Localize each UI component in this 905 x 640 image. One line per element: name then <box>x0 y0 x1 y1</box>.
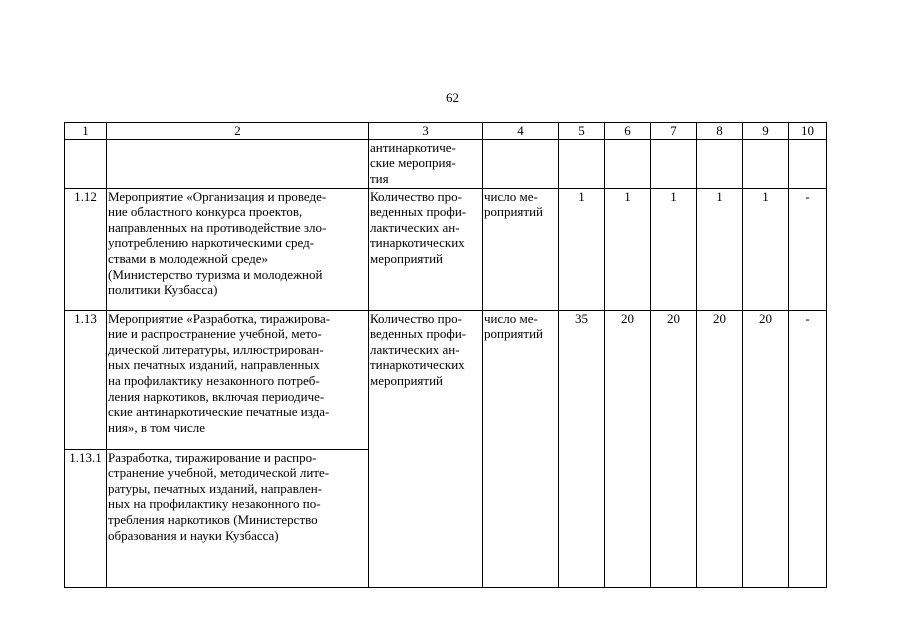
unit: число ме- роприятий <box>483 310 559 587</box>
header-col-9: 9 <box>743 123 789 140</box>
page-number: 62 <box>446 90 459 105</box>
value-col-5: 1 <box>559 188 605 310</box>
value-col-7: 1 <box>651 188 697 310</box>
value-col-9: 1 <box>743 188 789 310</box>
measure-name: Мероприятие «Организация и проведе- ние областного конкурса проектов, направленных на противодействие зло- употреблению наркотическими сред- ствами в молодежной среде» (Министерство туризма и молодежной политики Кузбасса) <box>107 188 369 310</box>
header-col-8: 8 <box>697 123 743 140</box>
measure-name: Разработка, тиражирование и распро- странение учебной, методической лите- ратуры, печатных изданий, направлен- ных на профилактику незаконного по- требления наркотиков (Министерство образования и науки Кузбасса) <box>107 449 369 587</box>
unit: число ме- роприятий <box>483 188 559 310</box>
header-col-6: 6 <box>605 123 651 140</box>
row-number: 1.13.1 <box>65 449 107 587</box>
header-col-7: 7 <box>651 123 697 140</box>
value-col-8: 1 <box>697 188 743 310</box>
value-col-5: 35 <box>559 310 605 587</box>
header-col-2: 2 <box>107 123 369 140</box>
header-col-10: 10 <box>789 123 827 140</box>
header-col-3: 3 <box>369 123 483 140</box>
indicator-name: Количество про- веденных профи- лактических ан- тинаркотических мероприятий <box>369 188 483 310</box>
header-col-5: 5 <box>559 123 605 140</box>
measures-table <box>64 122 827 588</box>
continuation-indicator: антинаркотиче- ские мероприя- тия <box>369 139 483 188</box>
table-row <box>65 139 827 188</box>
value-col-7: 20 <box>651 310 697 587</box>
measure-name: Мероприятие «Разработка, тиражирова- ние и распространение учебной, мето- дической литературы, иллюстрирован- ных печатных изданий, направленных на профилактику незаконного потреб- ления наркотиков, включая периодиче- ские антинаркотические печатные изда- ния», в том числе <box>107 310 369 449</box>
table-row <box>65 310 827 449</box>
value-col-10: - <box>789 310 827 587</box>
value-col-6: 1 <box>605 188 651 310</box>
header-col-1: 1 <box>65 123 107 140</box>
row-number: 1.12 <box>65 188 107 310</box>
header-col-4: 4 <box>483 123 559 140</box>
value-col-9: 20 <box>743 310 789 587</box>
table-row <box>65 188 827 310</box>
value-col-10: - <box>789 188 827 310</box>
indicator-name: Количество про- веденных профи- лактических ан- тинаркотических мероприятий <box>369 310 483 587</box>
value-col-8: 20 <box>697 310 743 587</box>
row-number: 1.13 <box>65 310 107 449</box>
value-col-6: 20 <box>605 310 651 587</box>
header-row <box>65 123 827 140</box>
